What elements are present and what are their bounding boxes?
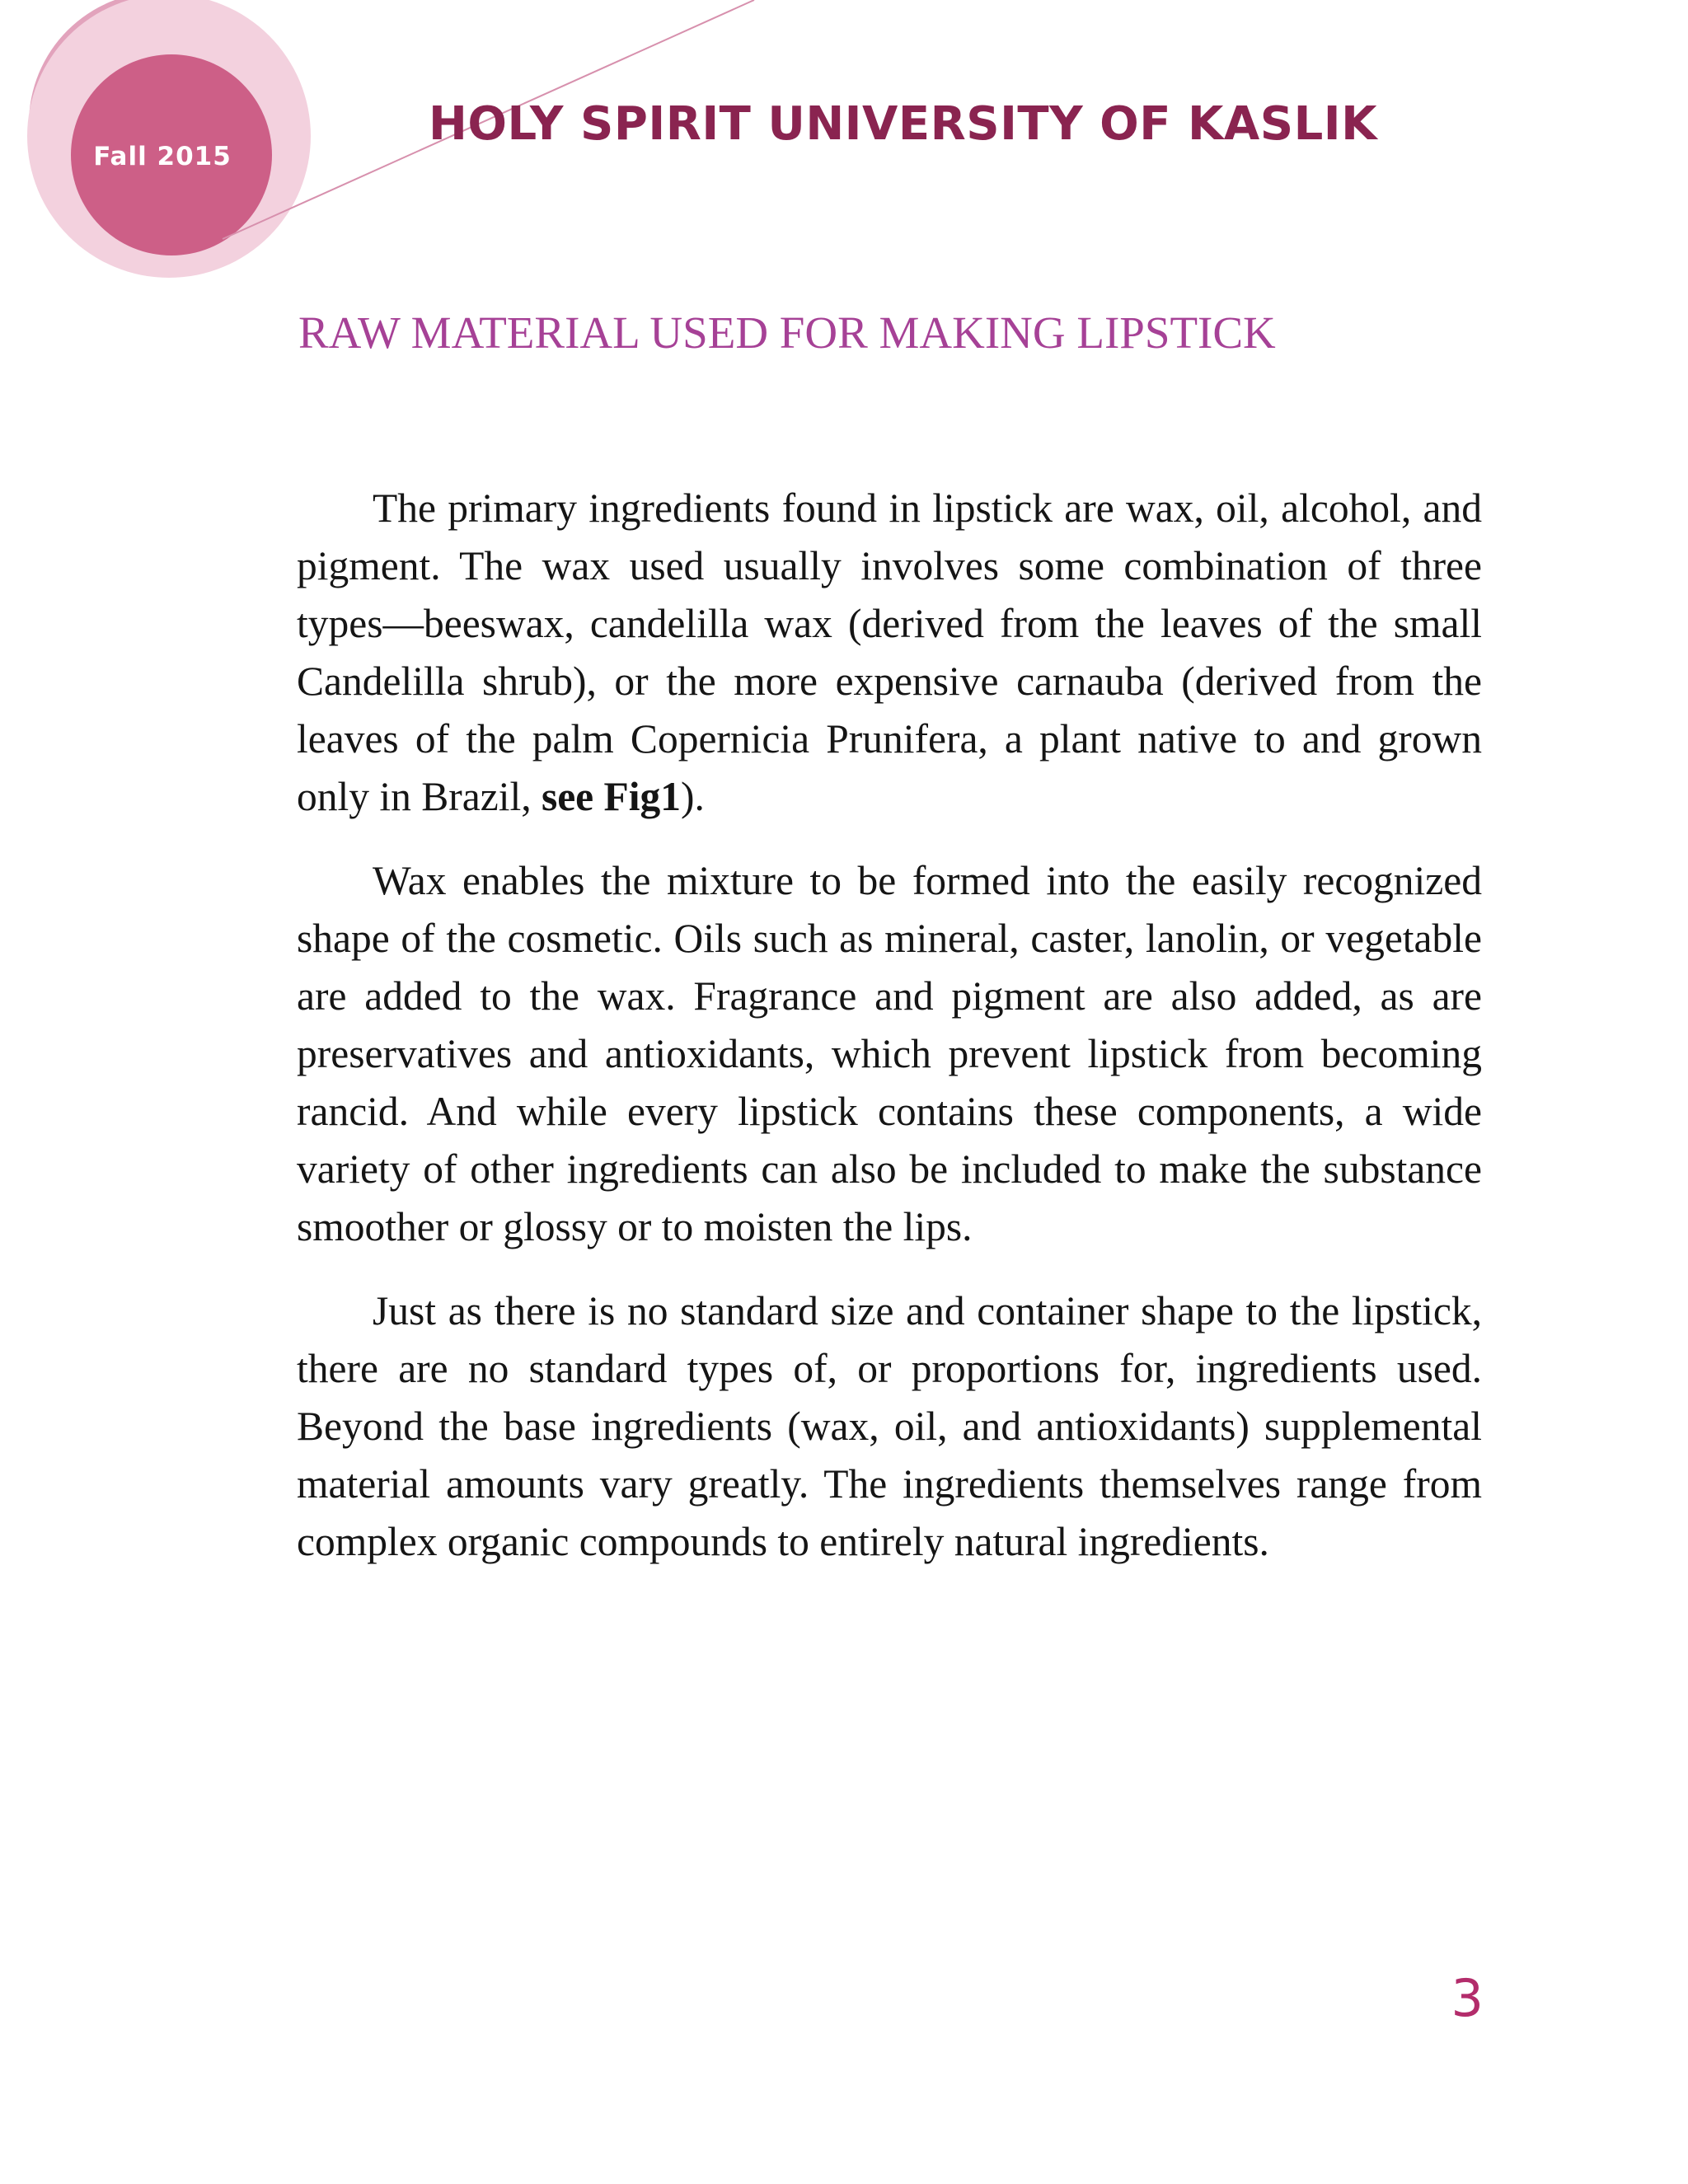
paragraph-1-text: The primary ingredients found in lipstick are wax, oil, alcohol, and pigment. The wax used usually involves some combination of three types—beeswax, candelilla wax (derived from the leaves of the small Candelilla shrub), or the more expensive carnauba (derived from the leaves of the palm Copernicia Prunifera, a plant native to and grown only in Brazil,	[297, 485, 1482, 819]
body-text	[297, 480, 1482, 1597]
figure-reference: see Fig1	[541, 774, 682, 819]
page-number: 3	[1451, 1968, 1484, 2028]
paragraph-1	[297, 480, 1482, 826]
university-name: HOLY SPIRIT UNIVERSITY OF KASLIK	[429, 97, 1377, 151]
semester-label: Fall 2015	[93, 142, 232, 171]
paragraph-2: Wax enables the mixture to be formed into the easily recognized shape of the cosmetic. Oils such as mineral, caster, lanolin, or vegetable are added to the wax. Fragrance and pigment are also added, as are preservatives and antioxidants, which prevent lipstick from becoming rancid. And while every lipstick contains these components, a wide variety of other ingredients can also be included to make the substance smoother or glossy or to moisten the lips.	[297, 858, 1482, 1249]
paragraph-1-end: ).	[681, 774, 705, 819]
section-title: RAW MATERIAL USED FOR MAKING LIPSTICK	[298, 307, 1276, 358]
paragraph-3: Just as there is no standard size and container shape to the lipstick, there are no standard types of, or proportions for, ingredients used. Beyond the base ingredients (wax, oil, and antioxidants) supplemental material amounts vary greatly. The ingredients themselves range from complex organic compounds to entirely natural ingredients.	[297, 1288, 1482, 1564]
